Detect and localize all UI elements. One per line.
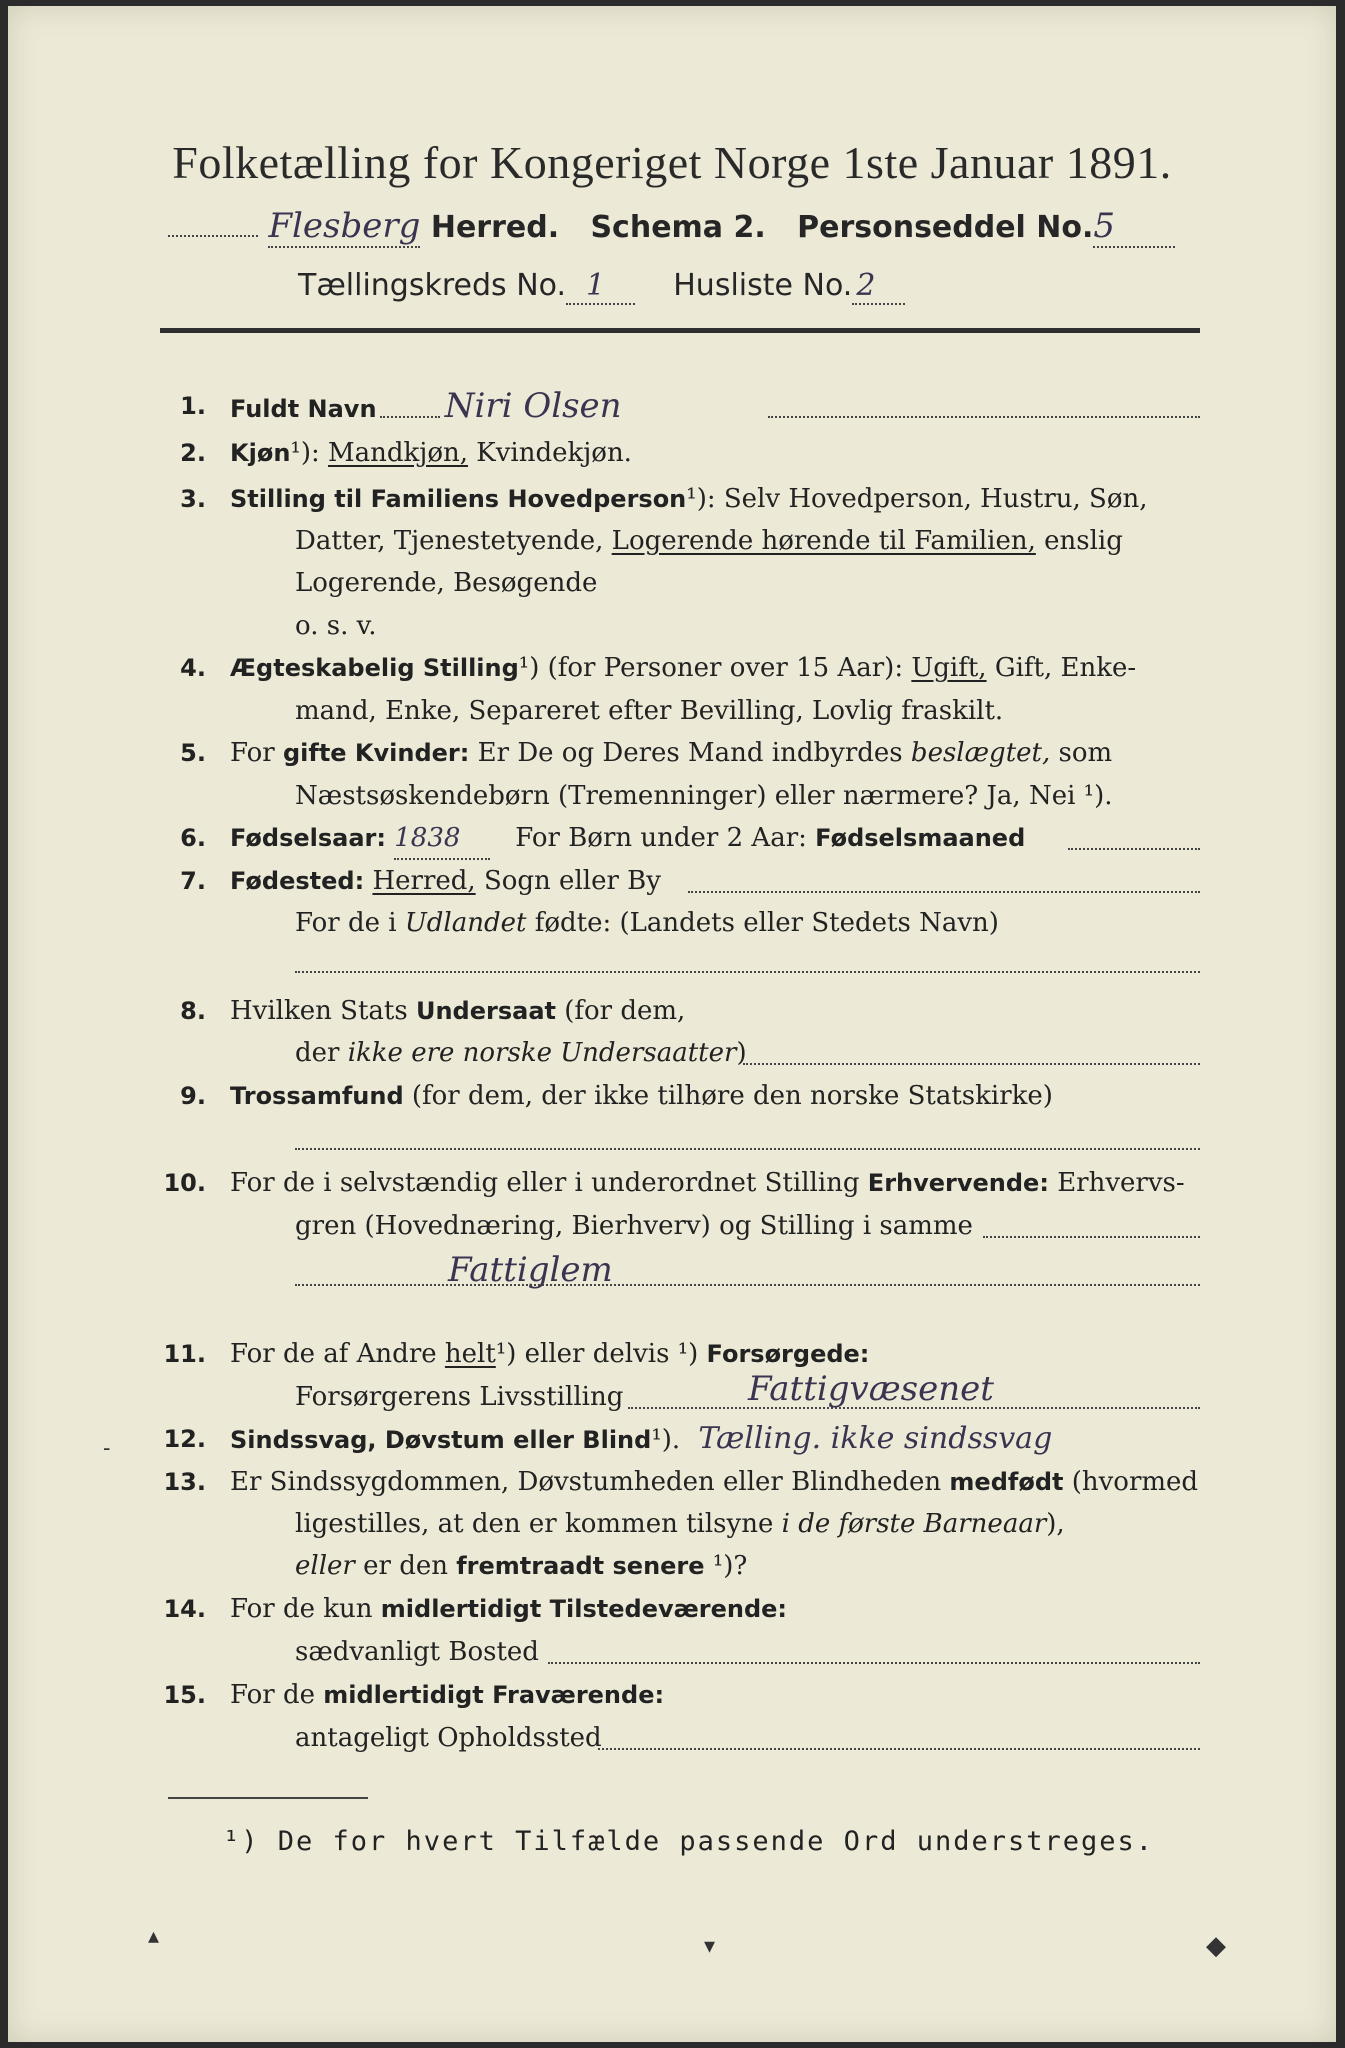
margin-mark-icon: - (103, 1436, 111, 1461)
question-label: Kjøn (230, 439, 291, 467)
question-text: For de (230, 1680, 315, 1710)
question-text: som (1058, 738, 1113, 768)
option-herred: Herred, (372, 866, 476, 896)
question-text: Gift, Enke- (994, 653, 1137, 683)
question-text: beslægtet, (910, 738, 1051, 768)
question-text: gren (Hovednæring, Bierhverv) og Stilling i samme (295, 1211, 973, 1241)
question-text: For de i selvstændig eller i underordnet Stilling (230, 1168, 860, 1198)
fill-dots (1068, 848, 1200, 850)
question-number: 5. (180, 739, 206, 767)
question-number: 8. (180, 997, 206, 1025)
fill-dots (598, 1748, 1200, 1750)
question-text: For de kun (230, 1594, 373, 1624)
census-form-page (8, 6, 1336, 2042)
question-text: o. s. v. (295, 611, 377, 641)
herred-name: Flesberg (268, 206, 421, 246)
fill-dots (295, 1148, 1200, 1150)
question-label: midlertidigt Fraværende: (323, 1681, 665, 1709)
question-text: ikke ere norske Undersaatter (347, 1038, 737, 1068)
question-label: Erhvervende: (867, 1169, 1049, 1197)
question-label: Fødselsaar: (230, 824, 386, 852)
option-mandkjon: Mandkjøn, (328, 438, 468, 468)
question-text: ¹): Selv Hovedperson, Hustru, Søn, (686, 484, 1148, 514)
margin-mark-icon: ▾ (704, 1934, 716, 1959)
question-text: (hvormed (1071, 1467, 1199, 1497)
margin-mark-icon: ▴ (148, 1924, 160, 1949)
question-label: Undersaat (415, 997, 556, 1025)
question-text: Udlandet (404, 908, 527, 938)
question-text: enslig (1044, 526, 1123, 556)
question-text: For de i (295, 908, 397, 938)
question-label: gifte Kvinder: (282, 739, 470, 767)
husliste-label: Husliste No. (673, 268, 853, 303)
question-text: ¹)? (712, 1551, 748, 1581)
question-text: For de af Andre (230, 1339, 437, 1369)
question-number: 1. (180, 392, 206, 420)
header-divider (160, 328, 1200, 333)
occupation-value: Fattiglem (448, 1250, 613, 1290)
question-number: 4. (180, 654, 206, 682)
question-text: fødte: (Landets eller Stedets Navn) (534, 908, 999, 938)
question-text: Datter, Tjenestetyende, (295, 526, 604, 556)
question-text: eller (295, 1551, 355, 1581)
page-title: Folketælling for Kongeriget Norge 1ste Januar 1891. (172, 137, 1172, 188)
question-number: 13. (163, 1468, 206, 1496)
fill-dots (983, 1236, 1200, 1238)
question-number: 14. (163, 1595, 206, 1623)
herred-label: Herred. (430, 210, 560, 245)
question-label: Fødselsmaaned (815, 824, 1026, 852)
question-text: i de første Barneaar (781, 1509, 1047, 1539)
question-text: mand, Enke, Separeret efter Bevilling, Lovlig fraskilt. (295, 696, 1004, 726)
question-text: For Børn under 2 Aar: (515, 823, 807, 853)
question-number: 11. (163, 1340, 206, 1368)
kreds-no: 1 (566, 268, 635, 305)
question-text: ligestilles, at den er kommen tilsyne (295, 1509, 774, 1539)
question-text: Sogn eller By (483, 866, 661, 896)
birth-year-value: 1838 (394, 818, 490, 860)
question-number: 10. (163, 1169, 206, 1197)
question-text: Logerende, Besøgende (295, 568, 598, 598)
question-text: ¹) eller delvis ¹) (495, 1339, 699, 1369)
question-text: (for dem, der ikke tilhøre den norske Statskirke) (411, 1081, 1053, 1111)
fill-dots (743, 1063, 1200, 1065)
question-text: er den (363, 1551, 448, 1581)
option-ugift: Ugift, (911, 653, 987, 683)
fill-dots (768, 416, 1200, 418)
question-text: ¹) (for Personer over 15 Aar): (518, 653, 904, 683)
question-text: Næstsøskendebørn (Tremenninger) eller nærmere? Ja, Nei ¹). (295, 781, 1113, 811)
question-text: Erhvervs- (1057, 1168, 1185, 1198)
question-label: Trossamfund (230, 1082, 404, 1110)
question-label: Ægteskabelig Stilling (230, 654, 519, 682)
question-number: 7. (180, 867, 206, 895)
kreds-label: Tællingskreds No. (298, 268, 566, 303)
question-text: ), (1046, 1509, 1065, 1539)
option-helt: helt (444, 1339, 496, 1369)
footnote-divider (168, 1797, 368, 1799)
question-number: 9. (180, 1082, 206, 1110)
question-text: Er Sindssygdommen, Døvstumheden eller Blindheden (230, 1467, 942, 1497)
option-kvindekjon: Kvindekjøn. (476, 438, 632, 468)
personseddel-no: 5 (1093, 206, 1175, 248)
fill-dots (380, 416, 440, 418)
header-line-2 (298, 268, 905, 305)
question-text: For (230, 738, 275, 768)
margin-mark-icon: ◆ (1206, 1931, 1226, 1961)
question-text: ) (736, 1038, 747, 1068)
fill-dots (295, 971, 1200, 973)
header-line-1 (168, 206, 1175, 248)
question-text: antageligt Opholdssted (295, 1723, 602, 1753)
question-text: Forsørgerens Livsstilling (295, 1382, 624, 1412)
question-text: der (295, 1038, 340, 1068)
question-label: fremtraadt senere (456, 1552, 705, 1580)
question-number: 15. (163, 1681, 206, 1709)
question-label: Stilling til Familiens Hovedperson (230, 485, 687, 513)
question-text: sædvanligt Bosted (295, 1637, 539, 1667)
question-number: 3. (180, 485, 206, 513)
disability-value: Tælling. ikke sindssvag (698, 1421, 1053, 1456)
fill-dots (688, 891, 1200, 893)
question-number: 2. (180, 439, 206, 467)
option-logerende-horende: Logerende hørende til Familien, (611, 526, 1036, 556)
provider-value: Fattigvæsenet (748, 1369, 994, 1409)
question-number: 12. (163, 1425, 206, 1453)
fill-dots (548, 1662, 1200, 1664)
question-label: Fuldt Navn (230, 395, 377, 423)
question-number: 6. (180, 824, 206, 852)
footnote-ref: ¹): (290, 438, 320, 468)
question-label: Sindssvag, Døvstum eller Blind (230, 1426, 652, 1454)
question-text: (for dem, (564, 996, 686, 1026)
footnote-ref: ¹). (651, 1425, 681, 1455)
question-label: Forsørgede: (706, 1340, 870, 1368)
question-label: medfødt (949, 1468, 1064, 1496)
fill-dots (295, 1284, 1200, 1286)
question-text: Er De og Deres Mand indbyrdes (477, 738, 903, 768)
personseddel-label: Personseddel No. (797, 210, 1094, 245)
schema-label: Schema 2. (590, 210, 766, 245)
husliste-no: 2 (852, 268, 905, 305)
footnote: ¹) De for hvert Tilfælde passende Ord understreges. (223, 1826, 1155, 1857)
question-text: Hvilken Stats (230, 996, 408, 1026)
full-name-value: Niri Olsen (444, 386, 622, 426)
question-label: midlertidigt Tilstedeværende: (380, 1595, 788, 1623)
question-label: Fødested: (230, 867, 365, 895)
